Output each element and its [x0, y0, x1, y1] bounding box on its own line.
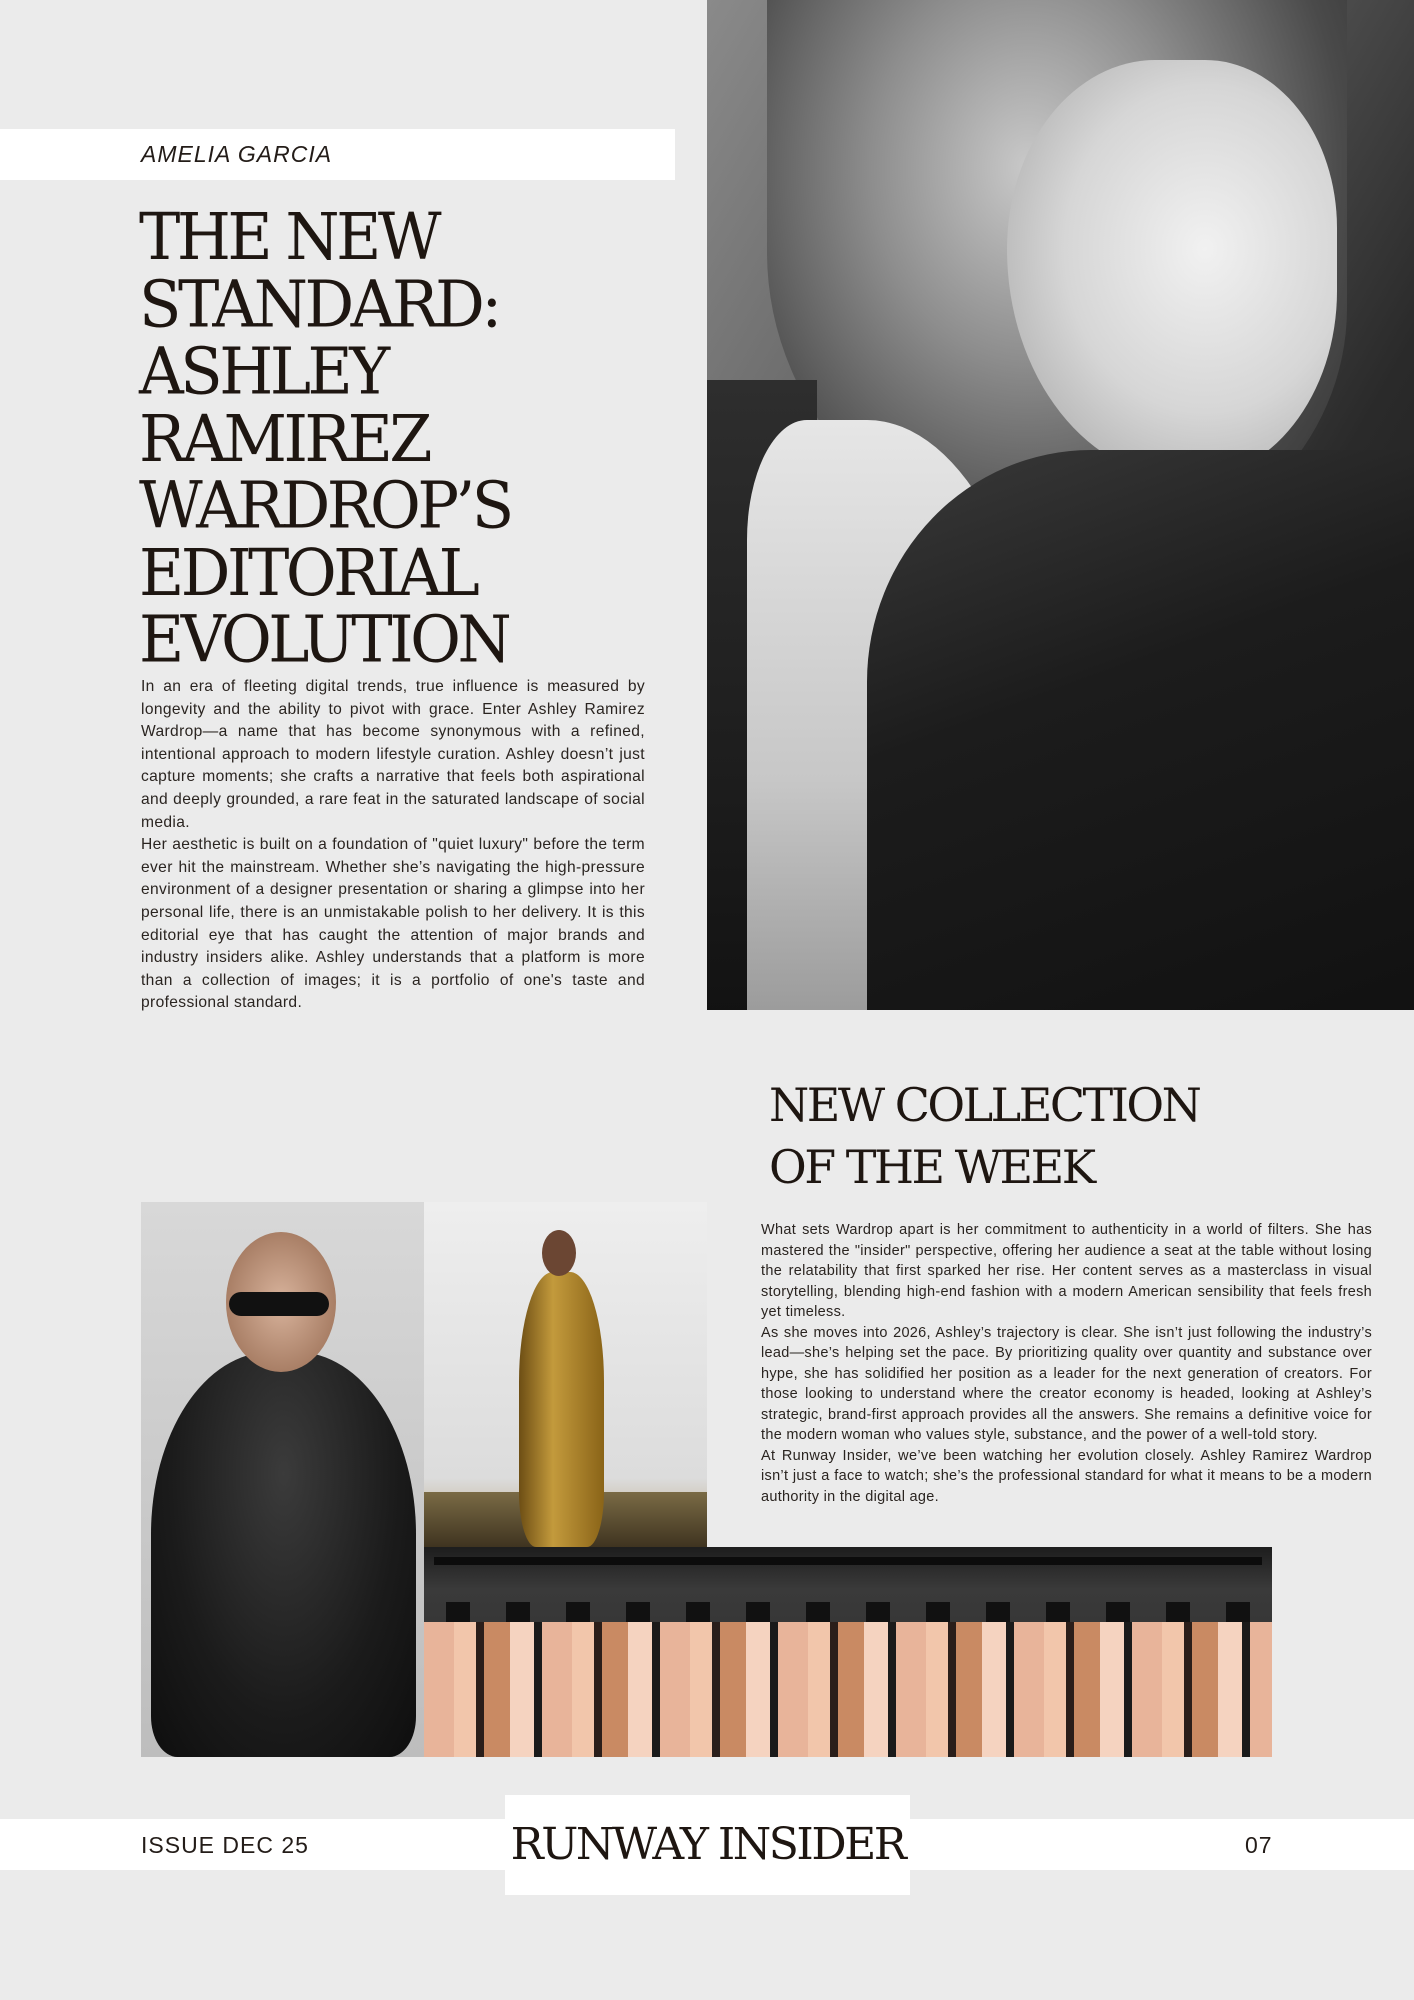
- headline-line: EVOLUTION: [139, 601, 509, 678]
- section-title-line: OF THE WEEK: [769, 1140, 1094, 1194]
- issue-label: ISSUE DEC 25: [141, 1832, 309, 1858]
- photo-shape: [867, 450, 1414, 1010]
- page-number: 07: [1245, 1832, 1273, 1858]
- photo-shape: [519, 1272, 604, 1547]
- headline-line: RAMIREZ: [139, 400, 429, 476]
- article-left-column: [141, 676, 645, 1015]
- paragraph: Her aesthetic is built on a foundation of "quiet luxury" before the term ever hit the mainstream. Whether she’s navigating the high-pressure environment of a designer presentation or sharing a glimpse into her personal life, there is an unmistakable polish to her delivery. It is this editorial eye that has caught the attention of major brands and industry insiders alike. Ashley understands that a platform is more than a collection of images; it is a portfolio of one's taste and professional standard.: [141, 836, 645, 1012]
- photo-shape: [542, 1230, 576, 1276]
- author-name: AMELIA GARCIA: [141, 141, 333, 167]
- article-right-column: [761, 1220, 1372, 1507]
- section-title-line: NEW COLLECTION: [769, 1078, 1200, 1132]
- model-sunglasses-photo: [141, 1202, 424, 1757]
- section-title: [769, 1074, 1199, 1198]
- masthead-logo: RUNWAY INSIDER: [510, 1819, 905, 1870]
- headline-line: ASHLEY: [139, 332, 387, 409]
- headline-line: EDITORIAL: [139, 534, 477, 611]
- paragraph: At Runway Insider, we’ve been watching her evolution closely. Ashley Ramirez Wardrop isn’t just a face to watch; she’s the professional standard for what it means to be a modern authority in the digital age.: [761, 1447, 1372, 1505]
- headline-line: WARDROP’S: [139, 467, 511, 544]
- hero-portrait-photo: [707, 0, 1414, 1010]
- photo-shape: [424, 1622, 1272, 1757]
- gold-gown-photo: [424, 1202, 707, 1547]
- photo-shape: [434, 1557, 1262, 1565]
- paragraph: As she moves into 2026, Ashley’s trajectory is clear. She isn’t just following the industry’s lead—she’s helping set the pace. By prioritizing quality over quantity and substance over hype, she has solidified her position as a leader for the next generation of creators. For those looking to understand where the creator economy is headed, looking at Ashley’s strategic, brand-first approach provides all the answers. She remains a definitive voice for the modern woman who values style, substance, and the power of a well-told story.: [761, 1324, 1372, 1443]
- clothing-rack-photo: [424, 1547, 1272, 1757]
- photo-shape: [229, 1292, 329, 1316]
- headline: [139, 198, 699, 678]
- paragraph: What sets Wardrop apart is her commitment to authenticity in a world of filters. She has mastered the "insider" perspective, offering her audience a seat at the table without losing the relatability that first sparked her rise. Her content serves as a masterclass in visual storytelling, blending high-end fashion with a modern American sensibility that feels fresh yet timeless.: [761, 1222, 1372, 1320]
- headline-line: THE NEW: [139, 198, 439, 275]
- photo-shape: [151, 1352, 416, 1757]
- headline-line: STANDARD:: [139, 265, 499, 342]
- author-band: [0, 129, 675, 180]
- paragraph: In an era of fleeting digital trends, true influence is measured by longevity and the ability to pivot with grace. Enter Ashley Ramirez Wardrop—a name that has become synonymous with a refined, intentional approach to modern lifestyle curation. Ashley doesn’t just capture moments; she crafts a narrative that feels both aspirational and deeply grounded, a rare feat in the saturated landscape of social media.: [141, 678, 645, 831]
